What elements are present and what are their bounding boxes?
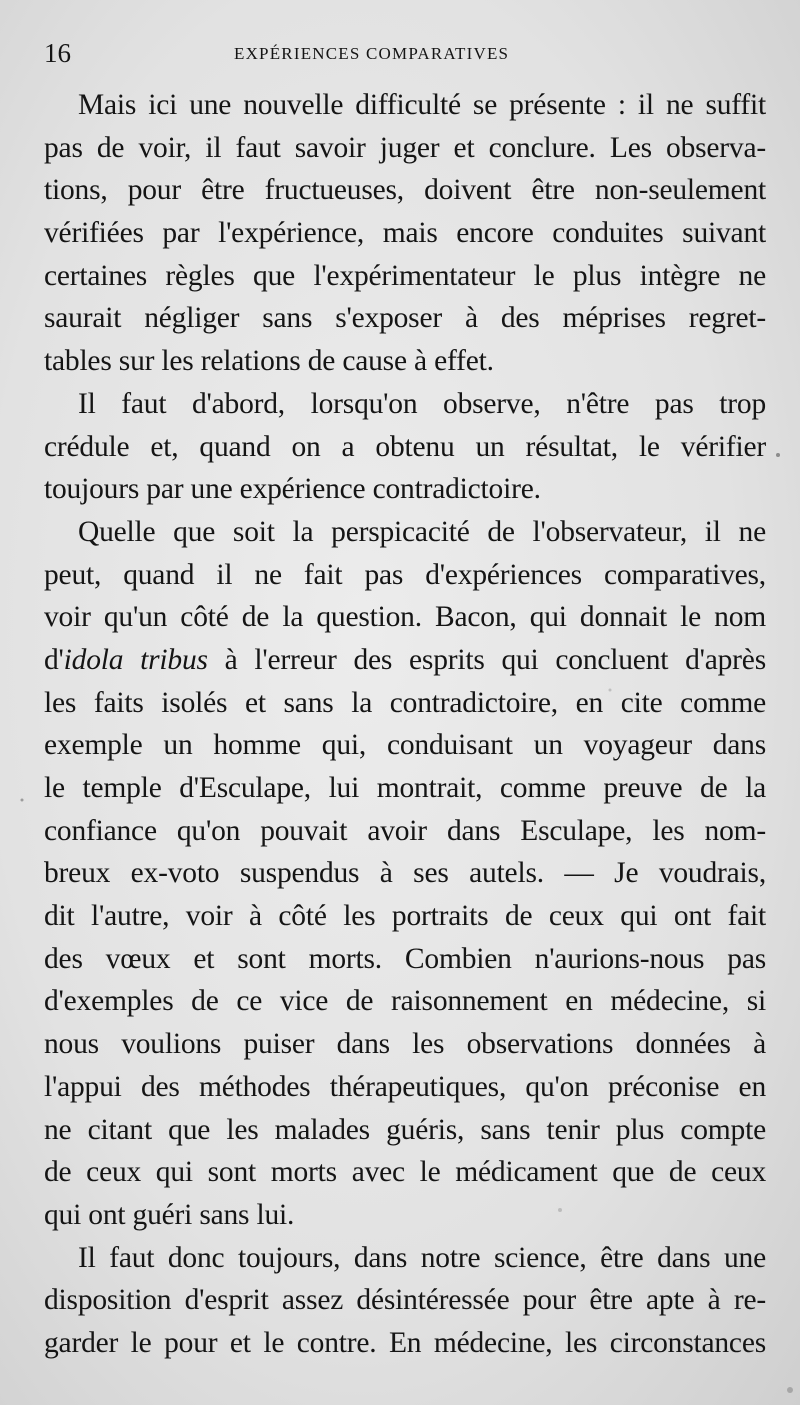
italic-term: idola tribus	[63, 643, 208, 676]
text-line: saurait négliger sans s'exposer à des méprises regret-	[44, 302, 766, 335]
running-title: EXPÉRIENCES COMPARATIVES	[234, 44, 510, 63]
text-line: disposition d'esprit assez désintéressée pour être apte à re-	[44, 1284, 766, 1317]
text-line: Mais ici une nouvelle difficulté se présente : il ne suffit	[78, 89, 766, 121]
text-fragment: d'	[44, 643, 64, 676]
text-line: ne citant que les malades guéris, sans tenir plus compte	[44, 1113, 766, 1146]
text-line: tions, pour être fructueuses, doivent être non-seulement	[44, 174, 766, 207]
text-line: nous voulions puiser dans les observations données à	[44, 1028, 766, 1061]
text-line: exemple un homme qui, conduisant un voyageur dans	[44, 729, 766, 762]
text-fragment: à l'erreur des esprits qui concluent d'après	[207, 643, 766, 676]
text-line: Il faut d'abord, lorsqu'on observe, n'être pas trop	[78, 387, 766, 420]
text-line: garder le pour et le contre. En médecine, les circonstances	[44, 1326, 766, 1359]
text-line: confiance qu'on pouvait avoir dans Esculape, les nom-	[44, 814, 766, 847]
text-line: d'exemples de ce vice de raisonnement en médecine, si	[44, 985, 766, 1018]
text-line: des vœux et sont morts. Combien n'aurions-nous pas	[44, 942, 766, 975]
page-header	[44, 38, 570, 74]
text-line: de ceux qui sont morts avec le médicament que de ceux	[44, 1156, 766, 1189]
text-line: voir qu'un côté de la question. Bacon, qui donnait le nom	[44, 601, 766, 634]
text-line: Quelle que soit la perspicacité de l'observateur, il ne	[78, 515, 766, 548]
paragraph-1	[44, 84, 766, 383]
text-line: certaines règles que l'expérimentateur le plus intègre ne	[44, 259, 766, 292]
text-line: toujours par une expérience contradictoire.	[44, 473, 541, 506]
paragraph-3	[44, 511, 766, 1237]
text-line: pas de voir, il faut savoir juger et conclure. Les observa-	[44, 131, 766, 164]
text-line-with-italic	[44, 639, 766, 682]
text-line: tables sur les relations de cause à effet.	[44, 345, 494, 378]
text-line: le temple d'Esculape, lui montrait, comme preuve de la	[44, 772, 766, 804]
text-line: Il faut donc toujours, dans notre science, être dans une	[78, 1241, 766, 1274]
text-line: peut, quand il ne fait pas d'expériences comparatives,	[44, 558, 766, 591]
paragraph-2	[44, 383, 766, 511]
body-text	[44, 84, 766, 1365]
text-line: les faits isolés et sans la contradictoire, en cite comme	[44, 686, 766, 719]
text-line: crédule et, quand on a obtenu un résultat, le vérifier	[44, 430, 766, 463]
text-line: qui ont guéri sans lui.	[44, 1198, 295, 1231]
paragraph-4	[44, 1237, 766, 1365]
page-number: 16	[44, 38, 71, 68]
text-line: vérifiées par l'expérience, mais encore conduites suivant	[44, 217, 766, 250]
text-line: dit l'autre, voir à côté les portraits de ceux qui ont fait	[44, 900, 766, 933]
text-line: l'appui des méthodes thérapeutiques, qu'on préconise en	[44, 1070, 766, 1103]
text-line: breux ex-voto suspendus à ses autels. — Je voudrais,	[44, 857, 766, 890]
